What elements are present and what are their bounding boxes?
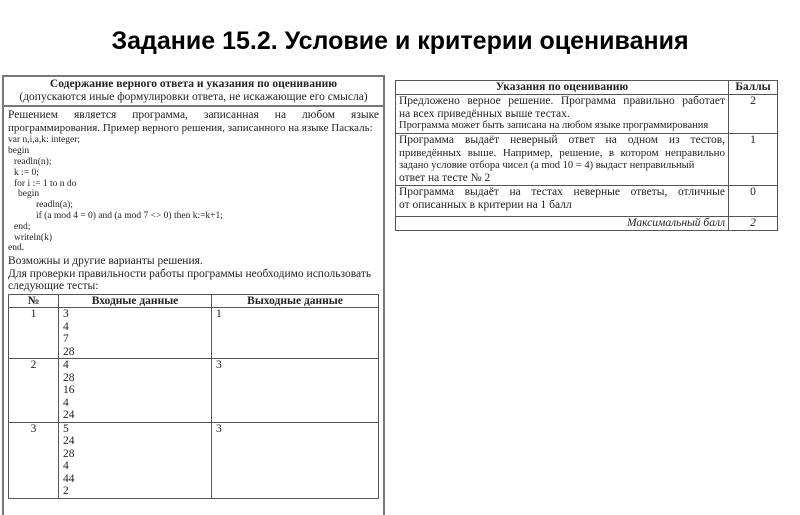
table-row xyxy=(9,308,379,359)
criterion-line: задано условие отбора чисел (a mod 10 = 4) выдаст неправильный xyxy=(399,159,695,171)
input-value: 28 xyxy=(63,371,75,384)
header-subtitle: (допускаются иные формулировки ответа, не искажающие его смысла) xyxy=(19,90,368,103)
input-value: 24 xyxy=(63,435,75,448)
table-row xyxy=(396,185,778,216)
code-line: readln(n); xyxy=(14,156,52,167)
intro-text-2: программирования. Пример верного решения, записанного на языке Паскаль: xyxy=(8,121,373,134)
code-line: k := 0; xyxy=(14,167,39,178)
criterion-points: 1 xyxy=(729,134,778,186)
input-value: 16 xyxy=(63,384,75,397)
col-criteria: Указания по оцениванию xyxy=(396,81,729,95)
test-output: 1 xyxy=(212,308,379,359)
input-value: 4 xyxy=(63,320,69,333)
col-output: Выходные данные xyxy=(212,294,379,308)
criterion-line: Программа может быть записана на любом языке программирования xyxy=(399,120,709,132)
header-title: Содержание верного ответа и указания по оцениванию xyxy=(49,78,338,90)
code-line: begin xyxy=(8,146,30,157)
test-output: 3 xyxy=(212,359,379,423)
criterion-line: Программа выдаёт на тестах неверные ответы, отличные xyxy=(399,185,725,198)
input-value: 4 xyxy=(63,359,69,372)
tests-intro-2: следующие тесты: xyxy=(8,280,99,293)
table-row xyxy=(396,95,778,134)
code-line: if (a mod 4 = 0) and (a mod 7 <> 0) then k:=k+1; xyxy=(36,210,223,221)
test-input xyxy=(59,422,212,498)
criterion-text xyxy=(396,185,729,216)
tests-intro: Для проверки правильности работы программы необходимо использовать xyxy=(8,267,372,280)
col-input: Входные данные xyxy=(59,294,212,308)
table-row xyxy=(9,359,379,423)
criterion-text xyxy=(396,95,729,134)
criterion-line: Программа выдаёт неверный ответ на одном из тестов, xyxy=(399,134,725,147)
code-line: readln(a); xyxy=(36,200,73,211)
input-value: 5 xyxy=(63,422,69,435)
col-number: № xyxy=(9,294,59,308)
criterion-line: от описанных в критерии на 1 балл xyxy=(399,198,572,211)
col-points: Баллы xyxy=(729,81,778,95)
criteria-table xyxy=(395,80,778,231)
table-row xyxy=(9,422,379,498)
intro-text: Решением является программа, записанная на любом языке xyxy=(8,109,379,122)
input-value: 7 xyxy=(63,333,69,346)
input-value: 44 xyxy=(63,472,75,485)
input-value: 4 xyxy=(63,460,69,473)
criterion-points: 2 xyxy=(729,95,778,134)
criterion-points: 0 xyxy=(729,185,778,216)
code-line: end. xyxy=(8,243,25,254)
max-score-label: Максимальный балл xyxy=(396,216,729,230)
test-input xyxy=(59,359,212,423)
max-score-row xyxy=(396,216,778,230)
code-line: for i := 1 to n do xyxy=(14,178,77,189)
code-line: writeln(k) xyxy=(14,232,52,243)
pascal-code xyxy=(8,135,379,254)
criterion-line: ответ на тесте № 2 xyxy=(399,172,491,185)
answer-content-panel xyxy=(2,75,385,515)
tests-table xyxy=(8,294,379,499)
input-value: 28 xyxy=(63,345,75,358)
test-number: 2 xyxy=(9,359,59,423)
table-row xyxy=(396,134,778,186)
test-number: 1 xyxy=(9,308,59,359)
max-score-value: 2 xyxy=(729,216,778,230)
input-value: 3 xyxy=(63,308,69,321)
criterion-line: приведённых выше. Например, решение, в котором неправильно xyxy=(399,146,725,159)
other-solutions-text: Возможны и другие варианты решения. xyxy=(8,255,203,268)
code-line: begin xyxy=(18,189,40,200)
input-value: 4 xyxy=(63,396,69,409)
input-value: 24 xyxy=(63,409,75,422)
criterion-text xyxy=(396,134,729,186)
criterion-line: на всех приведённых выше тестах. xyxy=(399,107,570,120)
input-value: 2 xyxy=(63,485,69,498)
test-input xyxy=(59,308,212,359)
criteria-panel xyxy=(395,80,778,231)
slide-title: Задание 15.2. Условие и критерии оценивания xyxy=(111,27,689,55)
criterion-line: Предложено верное решение. Программа правильно работает xyxy=(399,95,725,107)
test-output: 3 xyxy=(212,422,379,498)
answer-panel-header xyxy=(4,77,383,107)
code-line: end; xyxy=(14,221,31,232)
code-line: var n,i,a,k: integer; xyxy=(8,135,81,146)
test-number: 3 xyxy=(9,422,59,498)
input-value: 28 xyxy=(63,447,75,460)
